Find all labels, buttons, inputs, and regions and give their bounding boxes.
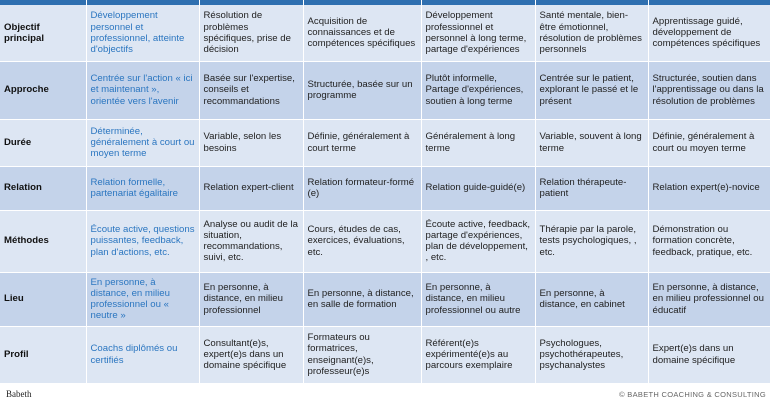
table-cell: Expert(e)s dans un domaine spécifique	[648, 326, 770, 383]
table-cell: Développement professionnel et personnel à long terme, partage d'expériences	[421, 5, 535, 61]
table-cell: Déterminée, généralement à court ou moyen terme	[86, 119, 199, 166]
table-cell: Centrée sur le patient, explorant le passé et le présent	[535, 61, 648, 119]
table-row	[0, 119, 770, 166]
row-label: Lieu	[0, 272, 86, 326]
table-cell: Développement personnel et professionnel, atteinte d'objectifs	[86, 5, 199, 61]
row-label: Méthodes	[0, 210, 86, 272]
table-cell: Basée sur l'expertise, conseils et recommandations	[199, 61, 303, 119]
table-cell: Psychologues, psychothérapeutes, psychanalystes	[535, 326, 648, 383]
table-cell: Variable, selon les besoins	[199, 119, 303, 166]
table-cell: Cours, études de cas, exercices, évaluations, etc.	[303, 210, 421, 272]
table-cell: Consultant(e)s, expert(e)s dans un domaine spécifique	[199, 326, 303, 383]
table-cell: Apprentissage guidé, développement de compétences spécifiques	[648, 5, 770, 61]
table-row	[0, 61, 770, 119]
row-label: Objectif principal	[0, 5, 86, 61]
table-cell: Thérapie par la parole, tests psychologiques, , etc.	[535, 210, 648, 272]
table-cell: Formateurs ou formatrices, enseignant(e)s, professeur(e)s	[303, 326, 421, 383]
table-cell: Relation thérapeute-patient	[535, 166, 648, 210]
table-cell: En personne, à distance, en milieu professionnel ou autre	[421, 272, 535, 326]
footer-copyright: © BABETH COACHING & CONSULTING	[619, 390, 766, 399]
table-cell: Démonstration ou formation concrète, feedback, pratique, etc.	[648, 210, 770, 272]
table-cell: En personne, à distance, en milieu professionnel ou « neutre »	[86, 272, 199, 326]
table-cell: Généralement à long terme	[421, 119, 535, 166]
table-cell: Santé mentale, bien-être émotionnel, résolution de problèmes personnels	[535, 5, 648, 61]
table-cell: Référent(e)s expérimenté(e)s au parcours exemplaire	[421, 326, 535, 383]
row-label: Relation	[0, 166, 86, 210]
table-cell: Définie, généralement à court terme	[303, 119, 421, 166]
table-cell: Plutôt informelle, Partage d'expériences, soutien à long terme	[421, 61, 535, 119]
table-cell: Écoute active, questions puissantes, feedback, plan d'actions, etc.	[86, 210, 199, 272]
row-label: Profil	[0, 326, 86, 383]
table-row	[0, 166, 770, 210]
table-cell: Acquisition de connaissances et de compétences spécifiques	[303, 5, 421, 61]
table-cell: Variable, souvent à long terme	[535, 119, 648, 166]
table-cell: Relation formelle, partenariat égalitaire	[86, 166, 199, 210]
table-cell: Relation guide-guidé(e)	[421, 166, 535, 210]
row-label: Approche	[0, 61, 86, 119]
footer-brand: Babeth	[6, 389, 32, 399]
table-cell: Écoute active, feedback, partage d'expériences, plan de développement, , etc.	[421, 210, 535, 272]
table-cell: Relation expert-client	[199, 166, 303, 210]
table-cell: Relation formateur-formé (e)	[303, 166, 421, 210]
table-cell: Résolution de problèmes spécifiques, prise de décision	[199, 5, 303, 61]
table-row	[0, 5, 770, 61]
table-cell: Centrée sur l'action « ici et maintenant », orientée vers l'avenir	[86, 61, 199, 119]
table-cell: En personne, à distance, en salle de formation	[303, 272, 421, 326]
table-cell: Relation expert(e)-novice	[648, 166, 770, 210]
table-row	[0, 326, 770, 383]
table-cell: Structurée, soutien dans l'apprentissage ou dans la résolution de problèmes	[648, 61, 770, 119]
row-label: Durée	[0, 119, 86, 166]
table-row	[0, 272, 770, 326]
table-row	[0, 210, 770, 272]
table-cell: Analyse ou audit de la situation, recommandations, suivi, etc.	[199, 210, 303, 272]
table-cell: Structurée, basée sur un programme	[303, 61, 421, 119]
table-cell: En personne, à distance, en milieu professionnel	[199, 272, 303, 326]
table-cell: En personne, à distance, en milieu professionnel ou éducatif	[648, 272, 770, 326]
table-cell: Définie, généralement à court ou moyen terme	[648, 119, 770, 166]
table-cell: Coachs diplômés ou certifiés	[86, 326, 199, 383]
table-cell: En personne, à distance, en cabinet	[535, 272, 648, 326]
